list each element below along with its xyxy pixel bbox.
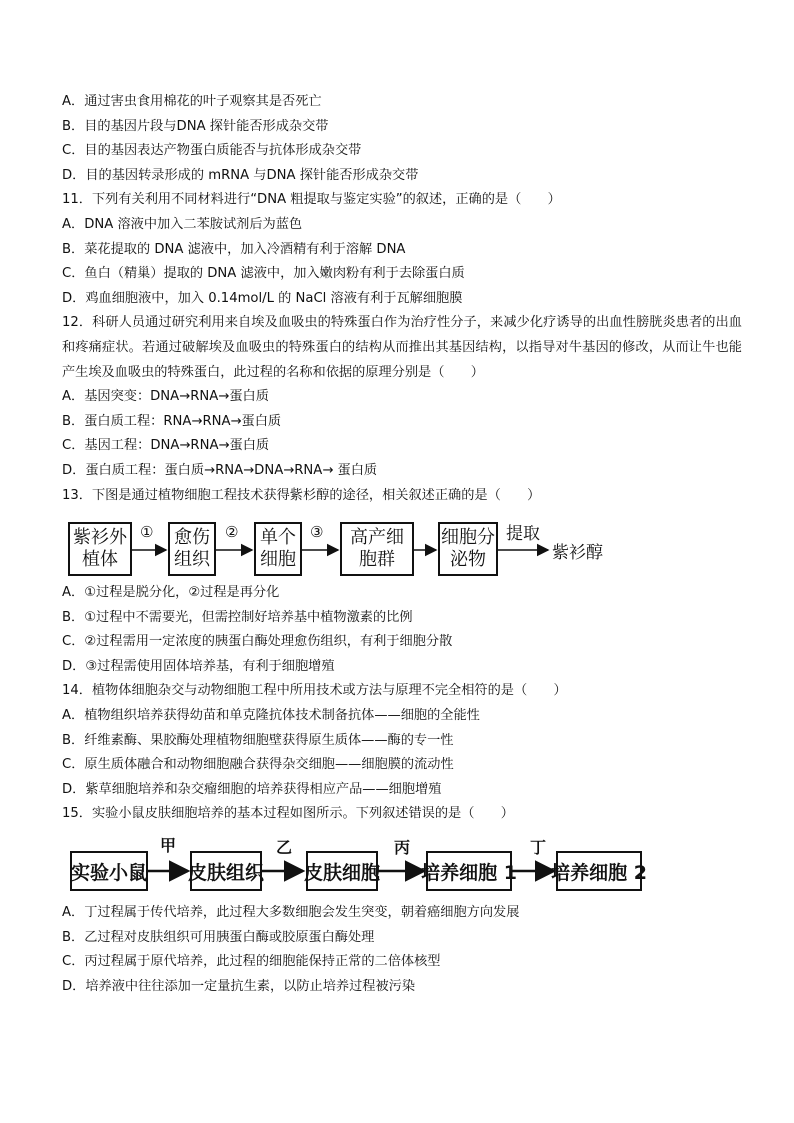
q14-option-b: B．纤维素酶、果胶酶处理植物细胞壁获得原生质体——酶的专一性 bbox=[62, 732, 454, 748]
q11-option-d: D．鸡血细胞液中，加入 0.14mol/L 的 NaCl 溶液有利于瓦解细胞膜 bbox=[62, 290, 463, 306]
q11-option-c: C．鱼白（精巢）提取的 DNA 滤液中，加入嫩肉粉有利于去除蛋白质 bbox=[62, 266, 465, 282]
q15-option-b: B．乙过程对皮肤组织可用胰蛋白酶或胶原蛋白酶处理 bbox=[62, 929, 375, 945]
q15-box-skin-cells: 皮肤细胞 bbox=[306, 851, 378, 891]
q12-option-a: A．基因突变：DNA→RNA→蛋白质 bbox=[62, 389, 269, 405]
q13-box-explant: 紫衫外植体 bbox=[68, 522, 132, 576]
q13-step-extract: 提取 bbox=[506, 524, 540, 545]
q13-step-2: ② bbox=[225, 523, 239, 542]
q15-step-jia: 甲 bbox=[160, 836, 177, 856]
q13-step-1: ① bbox=[140, 523, 154, 542]
q13-stem: 13．下图是通过植物细胞工程技术获得紫杉醇的途径，相关叙述正确的是（ ） bbox=[62, 487, 541, 503]
q14-option-c: C．原生质体融合和动物细胞融合获得杂交细胞——细胞膜的流动性 bbox=[62, 757, 454, 773]
q14-stem: 14．植物体细胞杂交与动物细胞工程中所用技术或方法与原理不完全相符的是（ ） bbox=[62, 683, 567, 699]
q11-option-a: A．DNA 溶液中加入二苯胺试剂后为蓝色 bbox=[62, 216, 303, 232]
exam-page bbox=[62, 90, 742, 999]
q13-option-c: C．②过程需用一定浓度的胰蛋白酶处理愈伤组织，有利于细胞分散 bbox=[62, 634, 453, 650]
q15-step-bing: 丙 bbox=[394, 838, 411, 858]
q15-flow-diagram bbox=[62, 833, 742, 895]
q13-box-single-cell: 单个细胞 bbox=[254, 522, 302, 576]
q14-option-d: D．紫草细胞培养和杂交瘤细胞的培养获得相应产品——细胞增殖 bbox=[62, 781, 442, 797]
q15-option-a: A．丁过程属于传代培养，此过程大多数细胞会发生突变，朝着癌细胞方向发展 bbox=[62, 905, 520, 921]
q15-stem: 15．实验小鼠皮肤细胞培养的基本过程如图所示。下列叙述错误的是（ ） bbox=[62, 806, 514, 822]
q13-box-high-yield-cells: 高产细胞群 bbox=[340, 522, 414, 576]
q11-option-b: B．菜花提取的 DNA 滤液中，加入冷酒精有利于溶解 DNA bbox=[62, 241, 406, 257]
q13-flow-diagram bbox=[62, 511, 742, 577]
q13-option-a: A．①过程是脱分化，②过程是再分化 bbox=[62, 585, 280, 601]
q15-box-mouse: 实验小鼠 bbox=[70, 851, 148, 891]
q12-option-b: B．蛋白质工程：RNA→RNA→蛋白质 bbox=[62, 413, 282, 429]
q10-option-a: A．通过害虫食用棉花的叶子观察其是否死亡 bbox=[62, 94, 322, 109]
q12-stem: 12．科研人员通过研究利用来自埃及血吸虫的特殊蛋白作为治疗性分子，来减少化疗诱导的出血性膀胱炎患者的出血和疼痛症状。若通过破解埃及血吸虫的特殊蛋白的结构从而推出其基因结构，以指导对牛基因的修改，从而让牛也能产生埃及血吸虫的特殊蛋白，此过程的名称和依据的原理分别是（ ） bbox=[62, 315, 742, 380]
q15-box-skin-tissue: 皮肤组织 bbox=[190, 851, 262, 891]
q12-option-c: C．基因工程：DNA→RNA→蛋白质 bbox=[62, 438, 270, 454]
q13-option-d: D．③过程需使用固体培养基，有利于细胞增殖 bbox=[62, 658, 335, 674]
q13-step-3: ③ bbox=[310, 523, 324, 542]
q10-option-c: C．目的基因表达产物蛋白质能否与抗体形成杂交带 bbox=[62, 143, 362, 159]
q13-box-secretion: 细胞分泌物 bbox=[438, 522, 498, 576]
q10-option-b: B．目的基因片段与DNA 探针能否形成杂交带 bbox=[62, 118, 329, 134]
q15-option-d: D．培养液中往往添加一定量抗生素，以防止培养过程被污染 bbox=[62, 978, 416, 994]
q14-option-a: A．植物组织培养获得幼苗和单克隆抗体技术制备抗体——细胞的全能性 bbox=[62, 708, 480, 724]
q15-step-ding: 丁 bbox=[530, 838, 547, 858]
q12-option-d: D．蛋白质工程：蛋白质→RNA→DNA→RNA→ 蛋白质 bbox=[62, 462, 378, 478]
q13-option-b: B．①过程中不需要光，但需控制好培养基中植物激素的比例 bbox=[62, 609, 413, 625]
q15-option-c: C．丙过程属于原代培养，此过程的细胞能保持正常的二倍体核型 bbox=[62, 954, 441, 970]
q10-option-d: D．目的基因转录形成的 mRNA 与DNA 探针能否形成杂交带 bbox=[62, 167, 419, 183]
q13-product: 紫衫醇 bbox=[552, 543, 603, 564]
q13-box-callus: 愈伤组织 bbox=[168, 522, 216, 576]
q15-box-cultured-cells-1: 培养细胞 1 bbox=[426, 851, 512, 891]
q11-stem: 11．下列有关利用不同材料进行“DNA 粗提取与鉴定实验”的叙述，正确的是（ ） bbox=[62, 192, 561, 208]
q15-step-yi: 乙 bbox=[276, 838, 293, 858]
q15-box-cultured-cells-2: 培养细胞 2 bbox=[556, 851, 642, 891]
